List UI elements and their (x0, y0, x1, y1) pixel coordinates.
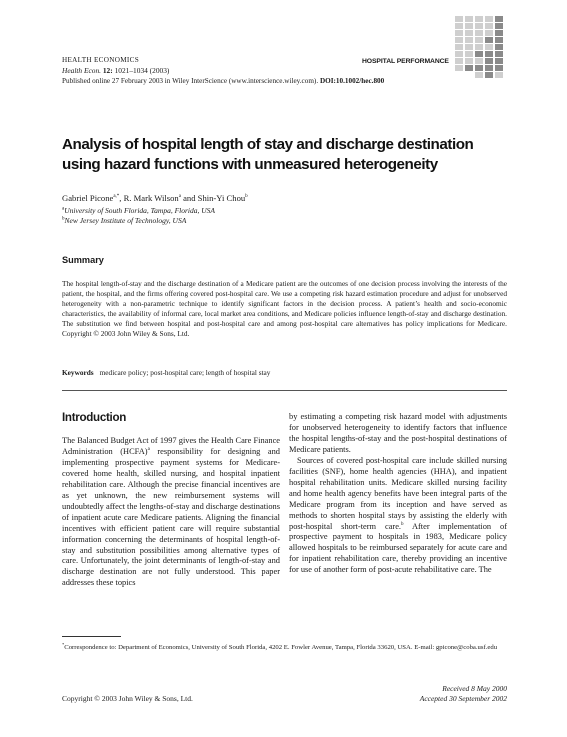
citation-journal: Health Econ. (62, 66, 101, 75)
accepted-date: Accepted 30 September 2002 (419, 694, 507, 703)
keywords-list: medicare policy; post-hospital care; length of hospital stay (99, 368, 271, 377)
section-label: HOSPITAL PERFORMANCE (362, 58, 449, 65)
logo-square (455, 44, 463, 50)
logo-square (495, 30, 503, 36)
logo-square (495, 37, 503, 43)
title-line-2: using hazard functions with unmeasured heterogeneity (62, 156, 438, 173)
body-column-left (62, 436, 280, 589)
body-column-right (289, 412, 507, 576)
author-affil-mark: a,* (113, 194, 120, 200)
summary-heading: Summary (62, 255, 104, 265)
author-affil-mark: b (245, 194, 248, 200)
footnote-mark[interactable]: b (401, 521, 404, 527)
title-line-1: Analysis of hospital length of stay and discharge destination (62, 136, 474, 153)
author-affil-mark: a (178, 194, 181, 200)
logo-square (485, 37, 493, 43)
section-divider (62, 390, 507, 391)
paragraph-text: The Balanced Budget Act of 1997 gives the Health Care Finance Administration (HCFA) (62, 436, 280, 456)
affiliation-a (62, 206, 215, 216)
logo-square (495, 16, 503, 22)
received-date: Received 8 May 2000 (442, 684, 507, 693)
logo-square (455, 37, 463, 43)
footnote-mark: * (62, 641, 65, 647)
logo-square (465, 30, 473, 36)
logo-square (465, 23, 473, 29)
logo-square (465, 44, 473, 50)
logo-square (495, 23, 503, 29)
footnote-mark[interactable]: a (147, 447, 150, 453)
published-text: Published online 27 February 2003 in Wiley InterScience (www.interscience.wiley.com). (62, 77, 319, 85)
correspondence-footnote (62, 643, 507, 652)
received-dates (420, 684, 507, 704)
publication-info (62, 76, 507, 87)
footnote-text: Correspondence to: Department of Economics, University of South Florida, 4202 E. Fowler Avenue, Tampa, Florida 33620, USA. E-mail: gpicone@coba.usf.edu (64, 644, 498, 651)
author-name: Gabriel Picone (62, 193, 114, 203)
author-list (62, 193, 248, 204)
affil-mark: b (62, 216, 65, 222)
logo-square (475, 30, 483, 36)
logo-square (455, 30, 463, 36)
author-name: , R. Mark Wilson (119, 193, 179, 203)
logo-square (455, 23, 463, 29)
paragraph-text: After implementation of prospective payment to hospitals in 1983, Medicare policy allowed hospitals to be reimbursed separately for acute care and for inpatient rehabilitation care, thereby providing an incentive for use of another form of post-acute rehabilitative care. The (289, 521, 507, 575)
logo-square (485, 44, 493, 50)
paragraph-text: Sources of covered post-hospital care include skilled nursing facilities (SNF), home health agencies (HHA), and inpatient hospital rehabilitation units. Medicare skilled nursing facility and home health agency benefits have been integral parts of the Medicare program from its inception and have served as methods to shorten hospital stays by assisting the elderly with post-hospital short-term care. (289, 455, 507, 531)
logo-square (475, 23, 483, 29)
citation (62, 65, 507, 76)
citation-pages: 1021–1034 (2003) (114, 66, 170, 75)
article-title (62, 135, 522, 175)
doi-link[interactable]: DOI:10.1002/hec.800 (319, 77, 385, 85)
introduction-heading: Introduction (62, 411, 127, 424)
footnote-divider (62, 636, 121, 637)
logo-square (465, 16, 473, 22)
affil-text: University of South Florida, Tampa, Florida, USA (64, 206, 215, 215)
logo-square (485, 23, 493, 29)
keywords (62, 368, 270, 378)
author-name: and Shin-Yi Chou (180, 193, 246, 203)
paragraph-text: by estimating a competing risk hazard model with adjustments for unobserved heterogeneity to identify factors that influence the hospital lengths-of-stay and the post-hospital destinations of Medicare patients. (289, 412, 507, 454)
logo-square (475, 44, 483, 50)
logo-square (485, 16, 493, 22)
citation-volume: 12: (102, 66, 113, 75)
logo-square (495, 44, 503, 50)
abstract-text: The hospital length-of-stay and the discharge destination of a Medicare patient are the outcomes of one decision process involving the interests of the patient, the hospital, and the firms offering covered post-hospital care. We use a competing risk hazard estimation procedure and adjust for unobserved heterogeneity with a non-parametric technique to identify significant factors in the decision process. A patient’s health and socio-economic characteristics, the availability of informal care, local market area conditions, and Medicare policies influence length-of-stay and discharge destination. The substitution we find between hospital and post-hospital care and among post-hospital care alternatives has policy implications for Medicare. Copyright © 2003 John Wiley & Sons, Ltd. (62, 279, 507, 339)
logo-square (475, 37, 483, 43)
logo-square (475, 16, 483, 22)
keywords-label: Keywords (62, 368, 94, 377)
paragraph-text: responsibility for designing and implementing prospective payment systems for Medicare-covered home health, skilled nursing, and hospital inpatient rehabilitation care. Although the precise financial incentives are as yet unknown, the new reimbursement systems will undoubtedly affect the lengths-of-stay and discharge destinations of inpatient acute care Medicare patients. Aligning the financial incentives with efficient patient care will require substantial information concerning the determinants of hospital length-of-stay and substitution possibilities among alternative types of care. Unfortunately, the joint determinants of length-of-stay and discharge destination are not fully understood. This paper addresses these topics (62, 446, 280, 588)
affil-mark: a (62, 206, 65, 212)
affil-text: New Jersey Institute of Technology, USA (64, 216, 187, 225)
logo-square (465, 37, 473, 43)
logo-square (455, 16, 463, 22)
journal-name: HEALTH ECONOMICS (62, 56, 140, 64)
logo-square (485, 30, 493, 36)
affiliation-b (62, 216, 186, 226)
copyright-notice: Copyright © 2003 John Wiley & Sons, Ltd. (62, 694, 193, 703)
